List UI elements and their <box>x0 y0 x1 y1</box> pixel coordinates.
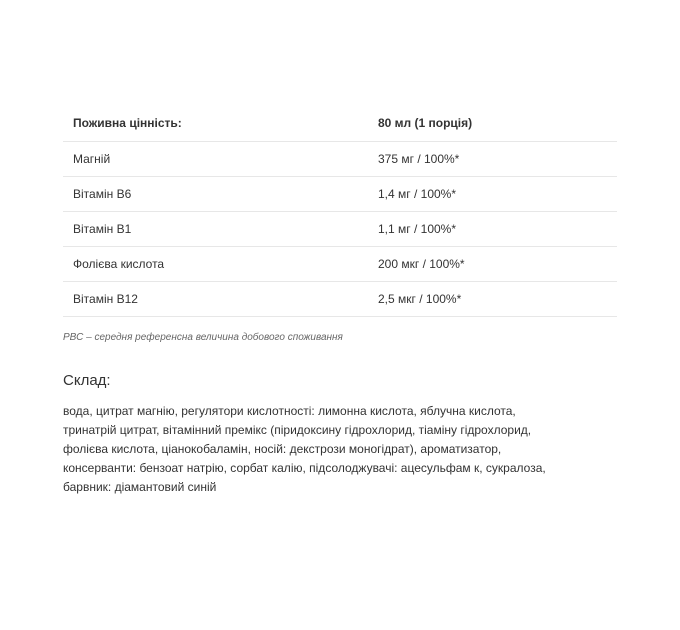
table-row <box>63 211 617 246</box>
nutrition-table <box>63 106 617 317</box>
ingredients-line: консерванти: бензоат натрію, сорбат калію, підсолоджувачі: ацесульфам к, сукралоза, <box>63 460 546 475</box>
product-info <box>63 106 617 497</box>
ingredients-line: фолієва кислота, ціанокобаламін, носій: декстрози моногідрат), ароматизатор, <box>63 441 502 456</box>
table-row <box>63 246 617 281</box>
nutrient-name: Вітамін В12 <box>73 291 138 306</box>
nutrient-value: 375 мг / 100%* <box>378 151 460 166</box>
ingredients-line: тринатрій цитрат, вітамінний премікс (піридоксину гідрохлорид, тіаміну гідрохлорид, <box>63 422 532 437</box>
nutrient-value: 1,4 мг / 100%* <box>378 186 457 201</box>
nutrient-name: Фолієва кислота <box>73 256 165 271</box>
ingredients-line: барвник: діамантовий синій <box>63 479 217 494</box>
nutrient-name: Вітамін В1 <box>73 221 132 236</box>
rda-footnote: РВС – середня референсна величина добового споживання <box>63 331 343 343</box>
nutrient-name: Магній <box>73 151 111 166</box>
composition-title: Склад: <box>63 371 111 389</box>
nutrient-value: 200 мкг / 100%* <box>378 256 465 271</box>
ingredients-line: вода, цитрат магнію, регулятори кислотності: лимонна кислота, яблучна кислота, <box>63 403 516 418</box>
nutrient-value: 1,1 мг / 100%* <box>378 221 457 236</box>
table-row <box>63 281 617 316</box>
table-row <box>63 176 617 211</box>
table-row <box>63 141 617 176</box>
nutrition-table-header <box>63 106 617 141</box>
ingredients-text <box>63 402 617 497</box>
nutrient-value: 2,5 мкг / 100%* <box>378 291 462 306</box>
nutrition-header-value: 80 мл (1 порція) <box>378 116 473 131</box>
nutrition-header-label: Поживна цінність: <box>73 116 182 131</box>
nutrient-name: Вітамін В6 <box>73 186 132 201</box>
